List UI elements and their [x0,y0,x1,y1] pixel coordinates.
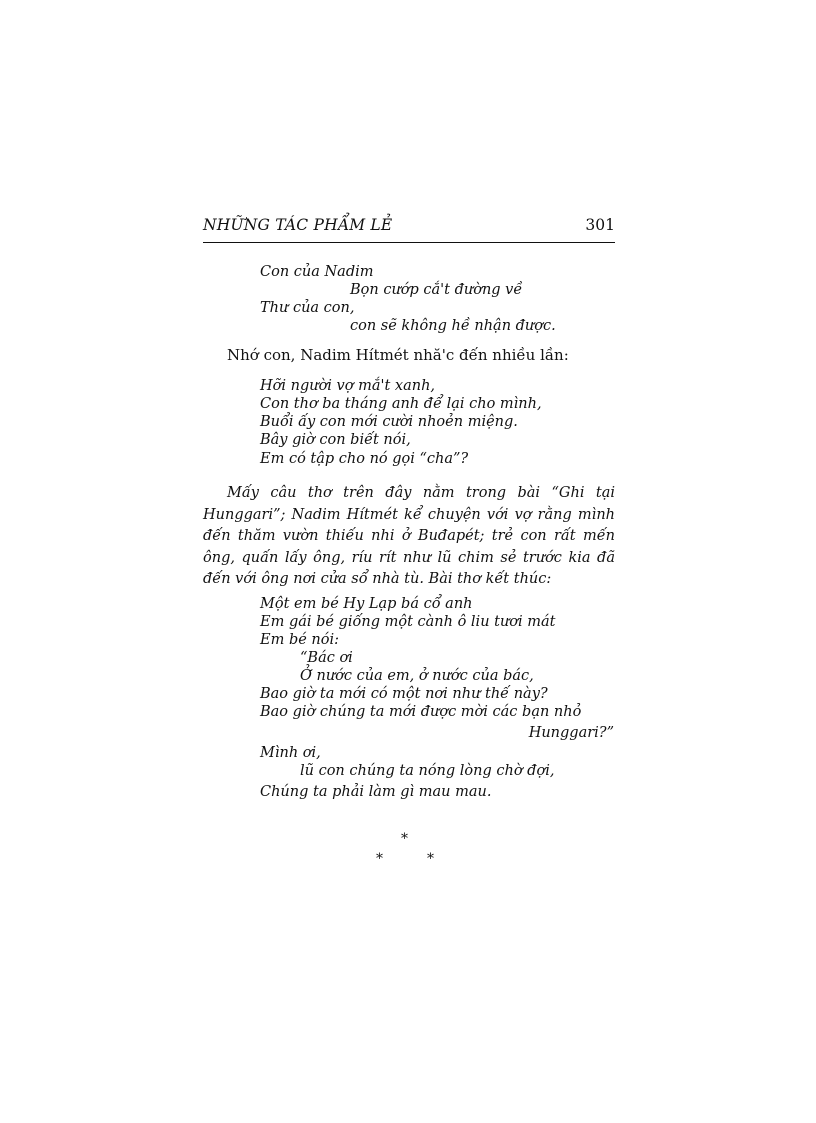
running-header [203,216,615,243]
poem3-line-1: Một em bé Hy Lạp bá cổ anh [260,596,473,612]
poem3-line-2: Em gái bé giống một cành ô liu tươi mát [260,614,556,630]
poem2-line-5: Em có tập cho nó gọi “cha”? [260,451,469,467]
poem1-line-1: Con của Nadim [260,264,374,280]
poem3-line-9: Mình ơi, [260,745,321,761]
narrative-paragraph: Mấy câu thơ trên đây nằm trong bài “Ghi tại Hunggari”; Nadim Hítmét kể chuyện với vợ rằng mình đến thăm vườn thiếu nhi ở Buđapét; trẻ con rất mến ông, quấn lấy ông, ríu rít như lũ chim sẻ trước kia đã đến với ông nơi cửa sổ nhà tù. Bài thơ kết thúc: [203,485,615,587]
poem3-line-10: lũ con chúng ta nóng lòng chờ đợi, [300,763,555,779]
poem2-line-2: Con thơ ba tháng anh để lại cho mình, [260,396,542,412]
poem2-line-1: Hỡi người vợ mắ't xanh, [260,378,436,394]
poem3-line-3: Em bé nói: [260,632,340,648]
page-number: 301 [585,216,615,234]
narrative-line: Nhớ con, Nadim Hítmét nhă'c đến nhiều lần: [227,346,569,364]
poem3-line-7: Bao giờ chúng ta mới được mời các bạn nhỏ [260,704,582,720]
poem1-line-4: con sẽ không hề nhận được. [350,318,556,334]
ornament-star-left: * [376,851,383,867]
ornament-star-top: * [401,831,408,847]
ornament-star-right: * [427,851,434,867]
header-title: NHỮNG TÁC PHẨM LẺ [203,216,393,234]
poem3-line-4: “Bác ơi [300,650,353,666]
poem3-line-6: Bao giờ ta mới có một nơi như thế này? [260,686,548,702]
poem3-line-11: Chúng ta phải làm gì mau mau. [260,784,492,800]
poem2-line-4: Bây giờ con biết nói, [260,432,411,448]
poem3-line-5: Ở nước của em, ở nước của bác, [300,668,534,684]
poem1-line-3: Thư của con, [260,300,355,316]
poem1-line-2: Bọn cướp cắ't đường về [350,282,523,298]
poem2-line-3: Buổi ấy con mới cười nhoẻn miệng. [260,414,518,430]
poem3-line-8: Hunggari?” [528,725,614,741]
